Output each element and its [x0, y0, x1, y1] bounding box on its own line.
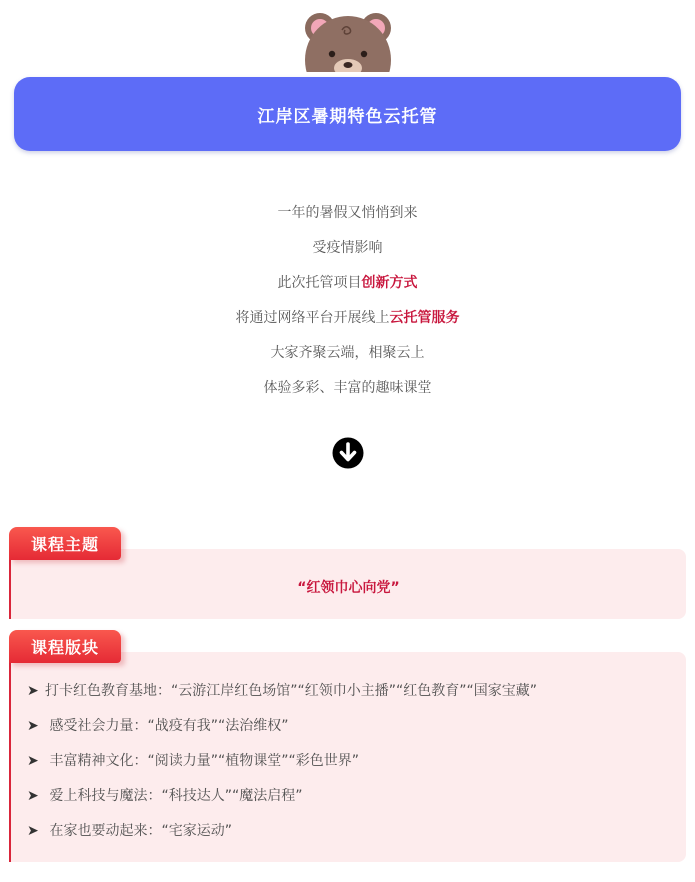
module-text: 爱上科技与魔法：“科技达人”“魔法启程”	[45, 788, 303, 804]
intro-line	[0, 340, 695, 375]
course-modules-tab: 课程版块	[9, 630, 121, 663]
list-item	[27, 676, 686, 711]
intro-line-text: 将通过网络平台开展线上	[235, 310, 390, 326]
module-text: 丰富精神文化：“阅读力量”“植物课堂”“彩色世界”	[45, 753, 359, 769]
intro-highlight: 创新方式	[361, 275, 418, 291]
bear-icon	[302, 8, 394, 72]
intro-line	[0, 200, 695, 235]
course-theme-tab: 课程主题	[9, 527, 121, 560]
list-item	[27, 781, 686, 816]
course-theme-content: “红领巾心向党”	[297, 580, 400, 596]
intro-line	[0, 270, 695, 305]
intro-line	[0, 305, 695, 340]
arrow-bullet-icon: ➤	[27, 788, 39, 804]
arrow-down-circle-icon	[332, 437, 364, 469]
intro-text	[0, 200, 695, 410]
title-banner	[14, 77, 681, 151]
page-title: 江岸区暑期特色云托管	[257, 106, 438, 127]
intro-line-text: 受疫情影响	[312, 240, 383, 256]
intro-line-text: 此次托管项目	[277, 275, 362, 291]
intro-line-text: 大家齐聚云端，相聚云上	[270, 345, 425, 361]
list-item	[27, 746, 686, 781]
arrow-bullet-icon: ➤	[27, 718, 39, 734]
list-item	[27, 711, 686, 746]
intro-line	[0, 375, 695, 410]
course-modules-card	[9, 652, 686, 862]
module-text: 感受社会力量：“战疫有我”“法治维权”	[45, 718, 289, 734]
module-text: 在家也要动起来：“宅家运动”	[45, 823, 232, 839]
arrow-bullet-icon: ➤	[27, 823, 39, 839]
module-text: 打卡红色教育基地：“云游江岸红色场馆”“红领巾小主播”“红色教育”“国家宝藏”	[45, 683, 538, 699]
arrow-bullet-icon: ➤	[27, 753, 39, 769]
intro-line-text: 体验多彩、丰富的趣味课堂	[263, 380, 432, 396]
arrow-bullet-icon: ➤	[27, 683, 39, 699]
intro-line	[0, 235, 695, 270]
list-item	[27, 816, 686, 851]
intro-highlight: 云托管服务	[389, 310, 460, 326]
intro-line-text: 一年的暑假又悄悄到来	[277, 205, 418, 221]
